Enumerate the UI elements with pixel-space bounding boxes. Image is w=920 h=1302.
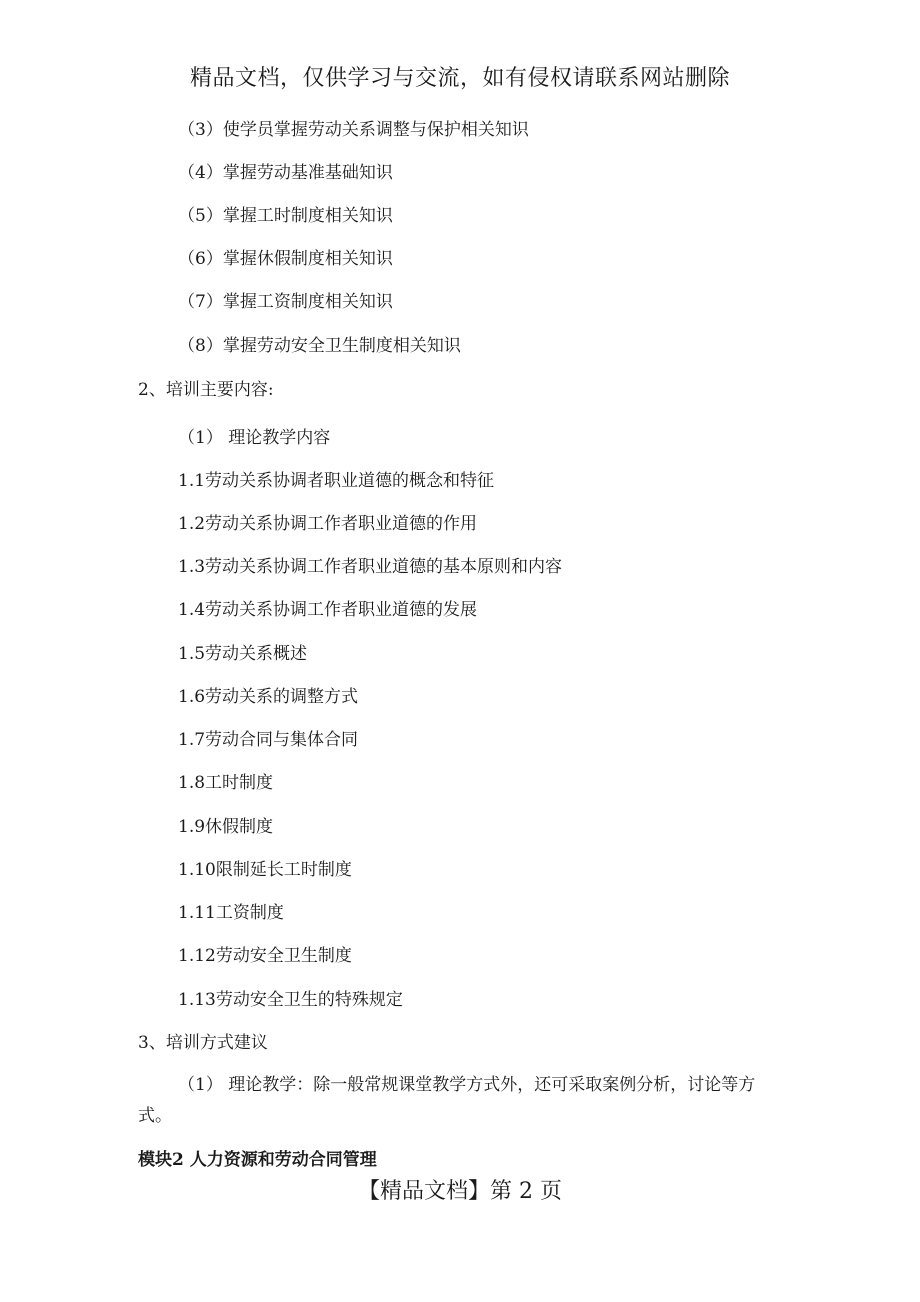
training-method-paragraph: （1） 理论教学：除一般常规课堂教学方式外，还可采取案例分析，讨论等方式。 bbox=[138, 1075, 756, 1126]
content-list-item: 1.8工时制度 bbox=[178, 773, 274, 793]
content-list-item: 1.10限制延长工时制度 bbox=[178, 860, 352, 880]
objective-item: （5）掌握工时制度相关知识 bbox=[178, 206, 393, 226]
content-list-item: 1.12劳动安全卫生制度 bbox=[178, 946, 352, 966]
objective-item: （6）掌握休假制度相关知识 bbox=[178, 249, 393, 269]
content-list-item: 1.7劳动合同与集体合同 bbox=[178, 730, 359, 750]
objective-item: （4）掌握劳动基准基础知识 bbox=[178, 163, 393, 183]
module-title: 模块2 人力资源和劳动合同管理 bbox=[138, 1150, 377, 1170]
content-list-item: 1.11工资制度 bbox=[178, 903, 284, 923]
content-list-item: 1.3劳动关系协调工作者职业道德的基本原则和内容 bbox=[178, 557, 563, 577]
subheading-theory-content: （1） 理论教学内容 bbox=[178, 428, 331, 448]
content-list-item: 1.4劳动关系协调工作者职业道德的发展 bbox=[178, 600, 478, 620]
content-list-item: 1.6劳动关系的调整方式 bbox=[178, 687, 359, 707]
content-list-item: 1.1劳动关系协调者职业道德的概念和特征 bbox=[178, 471, 495, 491]
objective-item: （8）掌握劳动安全卫生制度相关知识 bbox=[178, 336, 461, 356]
page-footer: 【精品文档】第 2 页 bbox=[358, 1179, 562, 1204]
section-heading-training-content: 2、培训主要内容: bbox=[138, 380, 274, 400]
objective-item: （7）掌握工资制度相关知识 bbox=[178, 292, 393, 312]
content-list-item: 1.13劳动安全卫生的特殊规定 bbox=[178, 990, 403, 1010]
objective-item: （3）使学员掌握劳动关系调整与保护相关知识 bbox=[178, 120, 529, 140]
section-heading-training-methods: 3、培训方式建议 bbox=[138, 1033, 268, 1053]
content-list-item: 1.9休假制度 bbox=[178, 817, 274, 837]
content-list-item: 1.5劳动关系概述 bbox=[178, 644, 308, 664]
content-list-item: 1.2劳动关系协调工作者职业道德的作用 bbox=[178, 514, 478, 534]
page-header: 精品文档，仅供学习与交流，如有侵权请联系网站删除 bbox=[189, 66, 730, 91]
